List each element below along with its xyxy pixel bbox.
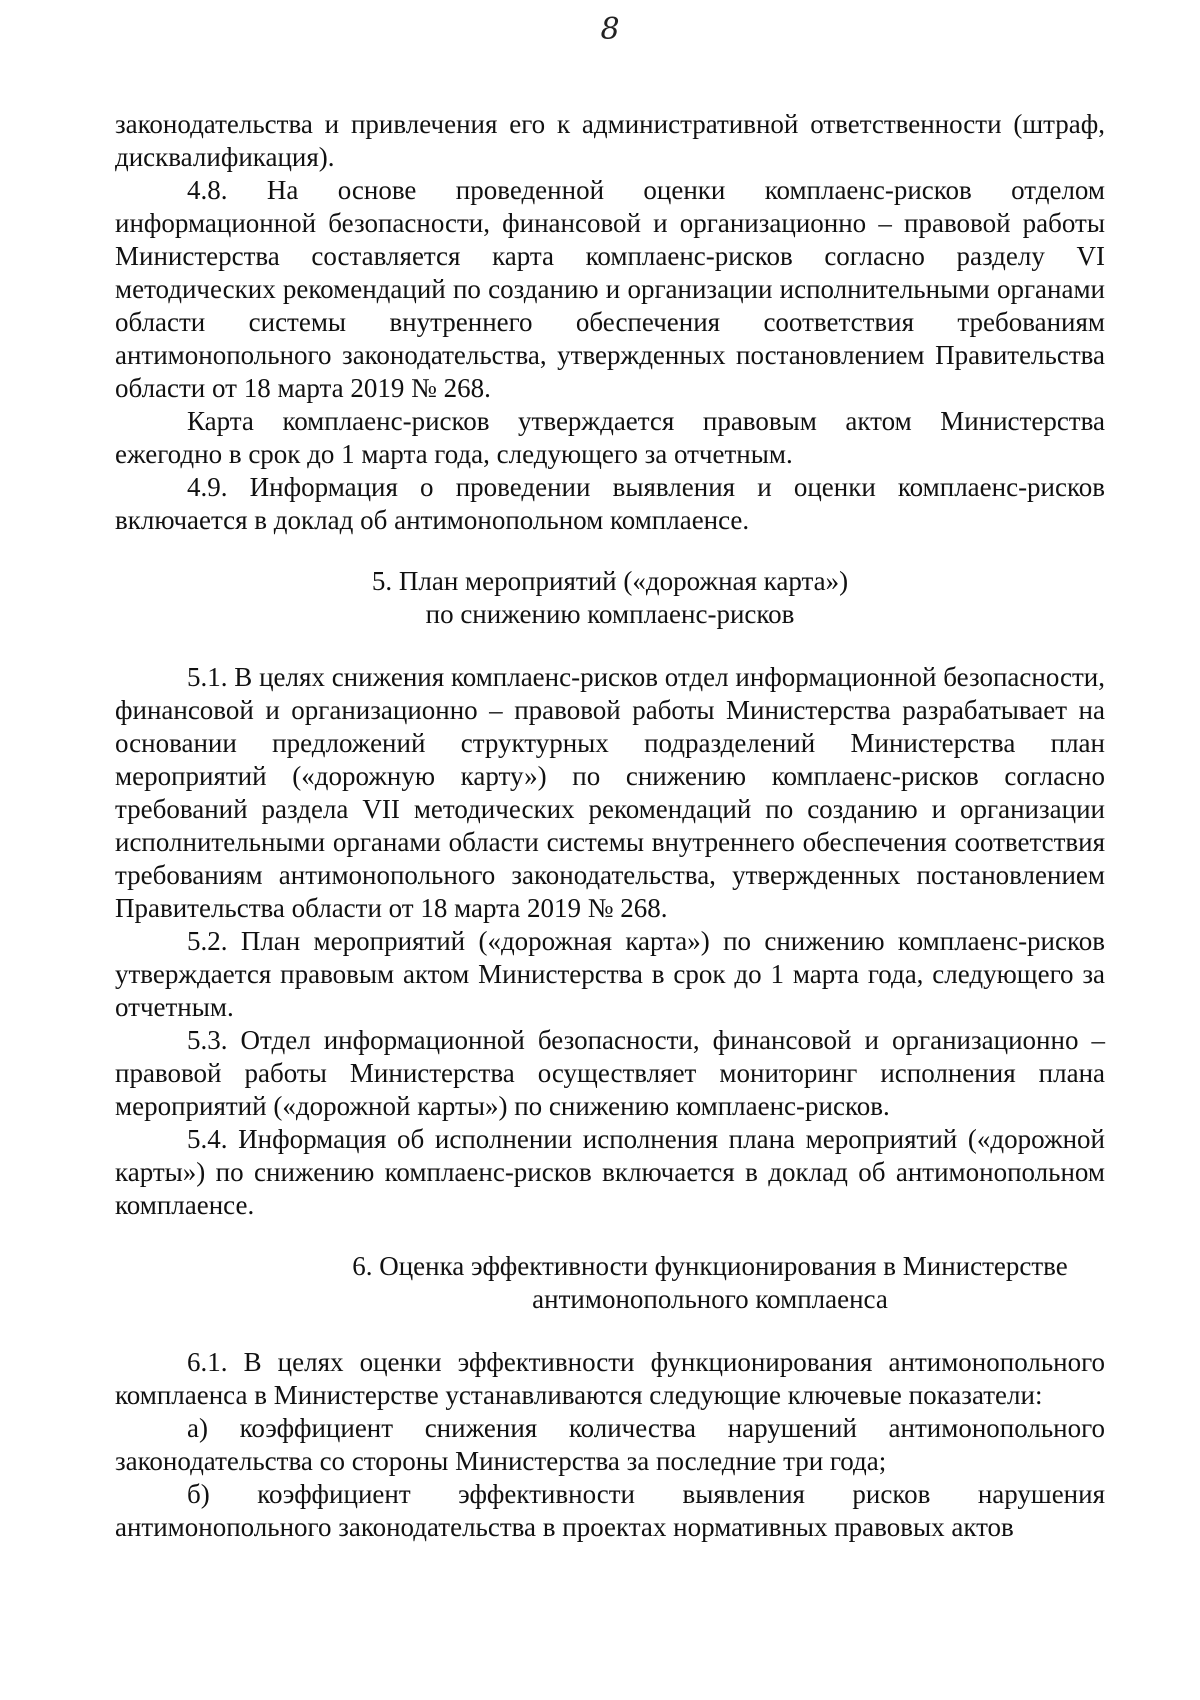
paragraph-4-9: 4.9. Информация о проведении выявления и оценки комплаенс-рисков включается в доклад об антимонопольном комплаенсе. <box>115 472 1105 535</box>
paragraph-continuation: законодательства и привлечения его к административной ответственности (штраф, дисквалификация). <box>115 109 1105 172</box>
document-page <box>115 0 1105 1700</box>
document-body <box>115 108 1105 1544</box>
section-5-title-line-2: по снижению комплаенс-рисков <box>425 599 795 629</box>
paragraph-6-1: 6.1. В целях оценки эффективности функционирования антимонопольного комплаенса в Министерстве устанавливаются следующие ключевые показатели: <box>115 1347 1105 1410</box>
paragraph-6-1-a: а) коэффициент снижения количества нарушений антимонопольного законодательства со стороны Министерства за последние три года; <box>115 1413 1105 1476</box>
paragraph-6-1-b: б) коэффициент эффективности выявления рисков нарушения антимонопольного законодательства в проектах нормативных правовых актов <box>115 1479 1105 1542</box>
section-6-title <box>315 1250 1105 1316</box>
paragraph-5-2: 5.2. План мероприятий («дорожная карта») по снижению комплаенс-рисков утверждается правовым актом Министерства в срок до 1 марта года, следующего за отчетным. <box>115 926 1105 1022</box>
paragraph-4-8-map-approval: Карта комплаенс-рисков утверждается правовым актом Министерства ежегодно в срок до 1 марта года, следующего за отчетным. <box>115 406 1105 469</box>
section-5-title <box>115 565 1105 631</box>
page-number: 8 <box>600 12 620 47</box>
paragraph-5-4: 5.4. Информация об исполнении исполнения плана мероприятий («дорожной карты») по снижению комплаенс-рисков включается в доклад об антимонопольном комплаенсе. <box>115 1124 1105 1220</box>
paragraph-4-8: 4.8. На основе проведенной оценки комплаенс-рисков отделом информационной безопасности, финансовой и организационно – правовой работы Министерства составляется карта комплаенс-рисков согласно разделу VI методических рекомендаций по созданию и организации исполнительными органами области системы внутреннего обеспечения соответствия требованиям антимонопольного законодательства, утвержденных постановлением Правительства области от 18 марта 2019 № 268. <box>115 175 1105 403</box>
section-6-title-line-2: антимонопольного комплаенса <box>532 1284 888 1314</box>
section-6-title-line-1: 6. Оценка эффективности функционирования в Министерстве <box>352 1251 1068 1281</box>
paragraph-5-3: 5.3. Отдел информационной безопасности, финансовой и организационно – правовой работы Министерства осуществляет мониторинг исполнения плана мероприятий («дорожной карты») по снижению комплаенс-рисков. <box>115 1025 1105 1121</box>
paragraph-5-1: 5.1. В целях снижения комплаенс-рисков отдел информационной безопасности, финансовой и организационно – правовой работы Министерства разрабатывает на основании предложений структурных подразделений Министерства план мероприятий («дорожную карту») по снижению комплаенс-рисков согласно требований раздела VII методических рекомендаций по созданию и организации исполнительными органами области системы внутреннего обеспечения соответствия требованиям антимонопольного законодательства, утвержденных постановлением Правительства области от 18 марта 2019 № 268. <box>115 662 1105 923</box>
section-5-title-line-1: 5. План мероприятий («дорожная карта») <box>371 566 849 596</box>
